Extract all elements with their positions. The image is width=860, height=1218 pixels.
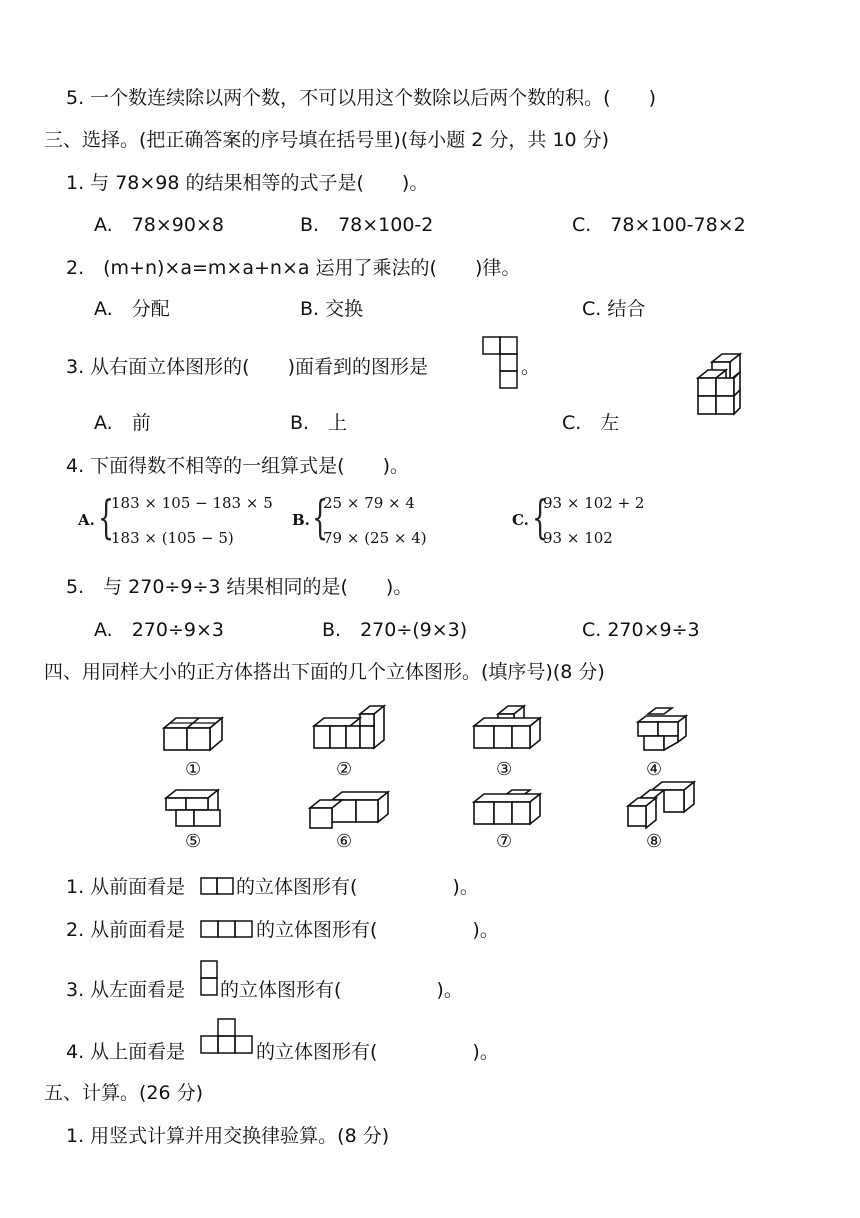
solid-figure-5: [162, 788, 224, 828]
question-3-4-option-b-label: B.: [292, 511, 310, 529]
figure-label-8: ⑧: [646, 831, 663, 852]
question-3-2-option-c: C. 结合: [582, 298, 646, 320]
figure-label-4: ④: [646, 759, 663, 780]
question-4-1-post: 的立体图形有( )。: [236, 876, 479, 898]
brace-icon: {: [532, 490, 549, 544]
figure-label-7: ⑦: [496, 831, 513, 852]
question-3-2-stem: 2. (m+n)×a=m×a+n×a 运用了乘法的( )律。: [66, 257, 521, 279]
section-4-title: 四、用同样大小的正方体搭出下面的几个立体图形。(填序号)(8 分): [44, 661, 605, 683]
question-3-4-option-b-expr1: 25 × 79 × 4: [323, 494, 415, 512]
figure-label-2: ②: [336, 759, 353, 780]
question-3-5-option-a: A. 270÷9×3: [94, 619, 224, 641]
cube-stack-figure: [690, 352, 746, 416]
question-3-5-option-b: B. 270÷(9×3): [322, 619, 468, 641]
figure-label-5: ⑤: [185, 831, 202, 852]
question-4-2-post: 的立体图形有( )。: [256, 919, 499, 941]
solid-figure-3: [474, 704, 546, 754]
question-3-4-option-a-expr1: 183 × 105 − 183 × 5: [111, 494, 273, 512]
question-3-1-option-b: B. 78×100-2: [300, 214, 434, 236]
figure-label-6: ⑥: [336, 831, 353, 852]
vertical-two-squares-view-icon: [200, 959, 220, 999]
question-3-4-option-c-expr2: 93 × 102: [543, 529, 613, 547]
t-shape-view-icon: [200, 1018, 256, 1058]
brace-icon: {: [98, 490, 115, 544]
solid-figure-2: [314, 704, 386, 754]
question-3-2-option-a: A. 分配: [94, 298, 170, 320]
solid-figure-8: [626, 780, 696, 830]
question-3-1-option-c: C. 78×100-78×2: [572, 214, 746, 236]
figure-label-1: ①: [185, 759, 202, 780]
question-3-1-option-a: A. 78×90×8: [94, 214, 224, 236]
solid-figure-1: [164, 716, 224, 756]
solid-figure-4: [634, 706, 690, 754]
question-3-2-option-b: B. 交换: [300, 298, 364, 320]
three-squares-view-icon: [200, 919, 256, 939]
question-3-3-stem-end: 。: [521, 356, 541, 378]
question-3-4-option-c-label: C.: [512, 511, 529, 529]
question-4-4-post: 的立体图形有( )。: [256, 1041, 499, 1063]
solid-figure-6: [310, 792, 390, 830]
question-3-5-option-c: C. 270×9÷3: [582, 619, 700, 641]
question-3-4-stem: 4. 下面得数不相等的一组算式是( )。: [66, 455, 409, 477]
question-3-3-option-c: C. 左: [562, 412, 620, 434]
front-view-shape-icon: [482, 336, 522, 388]
question-3-4-option-c-expr1: 93 × 102 + 2: [543, 494, 645, 512]
question-3-4-option-a-expr2: 183 × (105 − 5): [111, 529, 234, 547]
question-4-3-post: 的立体图形有( )。: [220, 979, 463, 1001]
two-squares-view-icon: [200, 876, 236, 896]
section-5-title: 五、计算。(26 分): [44, 1082, 204, 1104]
question-4-1-pre: 1. 从前面看是: [66, 876, 186, 898]
brace-icon: {: [312, 490, 329, 544]
question-3-5-stem: 5. 与 270÷9÷3 结果相同的是( )。: [66, 576, 413, 598]
question-4-4-pre: 4. 从上面看是: [66, 1041, 186, 1063]
question-5-1: 1. 用竖式计算并用交换律验算。(8 分): [66, 1125, 390, 1147]
question-3-3-option-a: A. 前: [94, 412, 151, 434]
question-3-4-option-b-expr2: 79 × (25 × 4): [323, 529, 427, 547]
section-3-title: 三、选择。(把正确答案的序号填在括号里)(每小题 2 分，共 10 分): [44, 129, 610, 151]
question-3-4-option-a-label: A.: [78, 511, 95, 529]
question-3-3-stem: 3. 从右面立体图形的( )面看到的图形是: [66, 356, 428, 378]
question-4-3-pre: 3. 从左面看是: [66, 979, 186, 1001]
solid-figure-7: [474, 788, 546, 828]
question-3-3-option-b: B. 上: [290, 412, 348, 434]
question-2-5: 5. 一个数连续除以两个数，不可以用这个数除以后两个数的积。( ): [66, 87, 656, 109]
figure-label-3: ③: [496, 759, 513, 780]
question-4-2-pre: 2. 从前面看是: [66, 919, 186, 941]
question-3-1-stem: 1. 与 78×98 的结果相等的式子是( )。: [66, 172, 429, 194]
